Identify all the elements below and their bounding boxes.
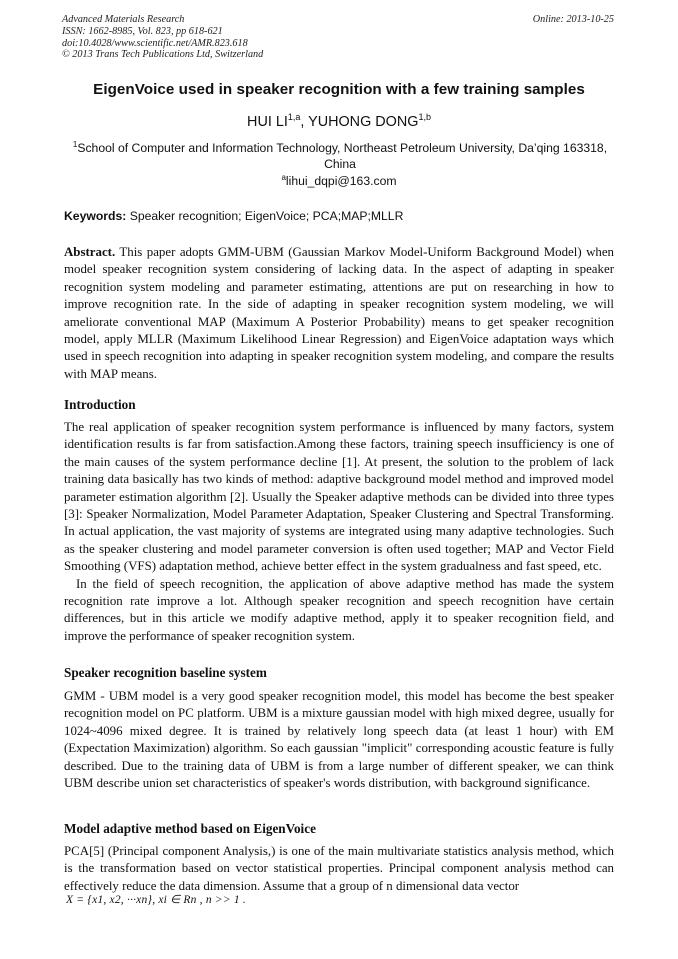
doi-line: doi:10.4028/www.scientific.net/AMR.823.618: [62, 37, 248, 49]
keywords: [64, 209, 614, 223]
author-superscript: 1,a: [287, 112, 301, 122]
paper-title: EigenVoice used in speaker recognition with a few training samples: [93, 81, 585, 98]
author-superscript: 1,b: [418, 112, 431, 122]
paragraph: PCA[5] (Principal component Analysis,) is one of the main multivariate statistics analysis method, which is the transformation based on vector statistical properties. Principal component analysis method can effectively reduce the data dimension. Assume that a group of n dimensional data vector: [64, 844, 614, 893]
keywords-text: Speaker recognition; EigenVoice; PCA;MAP;MLLR: [126, 209, 404, 223]
abstract: [64, 244, 614, 383]
introduction-body: [64, 419, 614, 645]
email-line: [40, 173, 638, 188]
abstract-text: This paper adopts GMM-UBM (Gaussian Markov Model-Uniform Background Model) when model speaker recognition system considering of lacking data. In the aspect of adapting in speaker recognition system modeling and parameter estimating, attentions are put on researching in how to improve recognition rate. In the side of adapting in speaker recognition system modeling, we will ameliorate conventional MAP (Maximum A Posterior Probability) means to get speaker recognition model, apply MLLR (Maximum Likelihood Linear Regression) and EigenVoice adaptation ways which used in speech recognition into adapting in speaker recognition system modeling, and compare the results with MAP means.: [64, 245, 614, 381]
abstract-label: Abstract.: [64, 245, 116, 259]
author-line: [40, 112, 638, 130]
section-heading-baseline: Speaker recognition baseline system: [64, 665, 267, 680]
issn-line: ISSN: 1662-8985, Vol. 823, pp 618-621: [62, 25, 223, 37]
keywords-label: Keywords:: [64, 209, 127, 223]
email-superscript: a: [281, 173, 286, 182]
email-address: lihui_dqpi@163.com: [285, 174, 397, 188]
author-name: HUI LI: [247, 114, 288, 130]
copyright-line: © 2013 Trans Tech Publications Ltd, Switzerland: [62, 49, 264, 61]
affiliation: [62, 137, 618, 172]
online-date: Online: 2013-10-25: [532, 14, 614, 25]
paragraph: The real application of speaker recognition system performance is influenced by many factors, system identification results is far from satisfaction.Among these factors, training speech insufficiency is one of the main causes of the system performance decline [1]. At present, the solution to the problem of lack training data basically has two kinds of method: adaptive background model method and improved model parameter estimation algorithm [2]. Usually the Speaker adaptive methods can be divided into three types [3]: Speaker Normalization, Model Parameter Adaptation, Speaker Clustering and Spectral Transforming. In actual application, the vast majority of systems are integrated using many adaptive technologies. Such as the speaker clustering and model parameter conversion is often used together; MAP and Vector Field Smoothing (VFS) adaptation method, achieve better effect in the system gradualness and fast speed, etc.: [64, 420, 614, 574]
section-heading-introduction: Introduction: [64, 397, 136, 412]
journal-header: [62, 14, 263, 61]
section-heading-eigenvoice: Model adaptive method based on EigenVoice: [64, 821, 316, 836]
journal-name: Advanced Materials Research: [62, 14, 185, 25]
affiliation-text: School of Computer and Information Technology, Northeast Petroleum University, Da’qing 163318, China: [77, 141, 608, 171]
paragraph: In the field of speech recognition, the application of above adaptive method has made the system recognition rate improve a lot. Although speaker recognition and speech recognition have certain differences, but in this article we modify adaptive method, apply it to speaker recognition field, and improve the performance of speaker recognition system.: [64, 576, 614, 643]
affiliation-superscript: 1: [72, 140, 78, 149]
formula: X = {x1, x2, ···xn}, xi ∈ Rn , n >> 1 .: [66, 894, 246, 906]
paragraph: GMM - UBM model is a very good speaker recognition model, this model has become the best speaker recognition model on PC platform. UBM is a mixture gaussian model with high mixed degree, usually for 1024~4096 mixed degree. It is trained by relatively long speech data (at least 1 hour) with EM (Expectation Maximization) algorithm. So each gaussian "implicit" corresponding acoustic feature is fully described. Due to the training data of UBM is from a large number of different speaker, we can think UBM describe union set characteristics of speaker's words distribution, with background significance.: [64, 689, 614, 791]
baseline-body: [64, 688, 614, 792]
author-name: , YUHONG DONG: [300, 114, 419, 130]
eigenvoice-body: [64, 843, 614, 895]
